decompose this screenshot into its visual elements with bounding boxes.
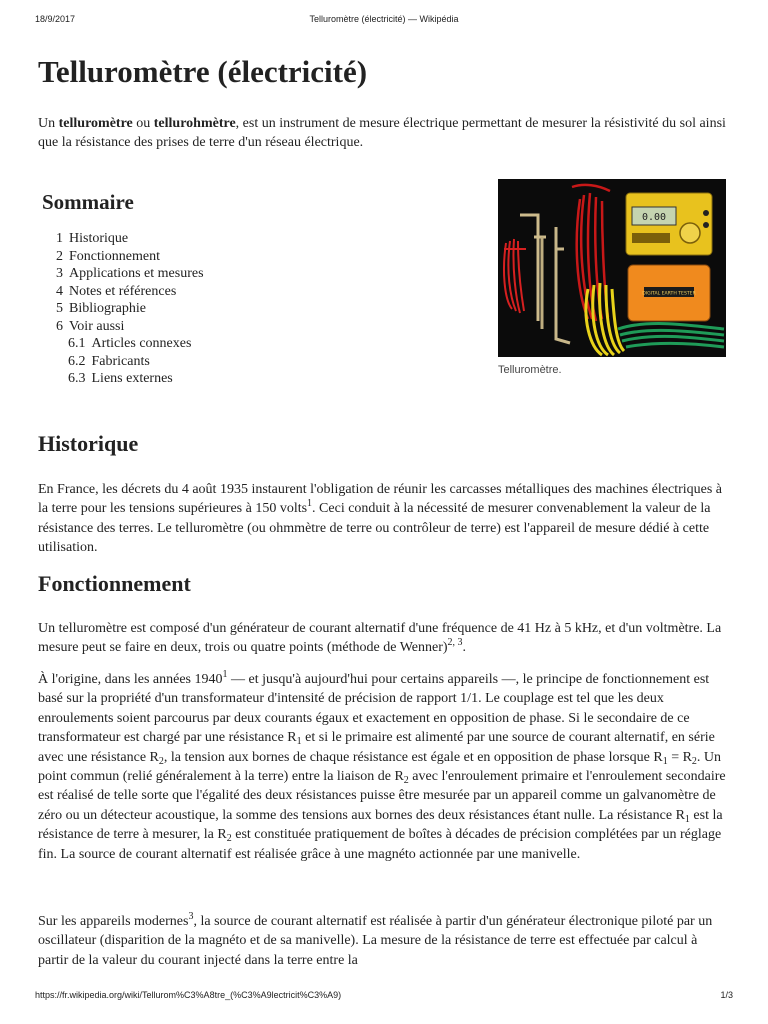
figure-caption: Telluromètre. (498, 364, 562, 376)
toc-label[interactable]: Fonctionnement (69, 248, 160, 264)
fonct-p1-text: Un telluromètre est composé d'un générateur de courant alternatif d'une fréquence de 41 Hz à 5 kHz, et d'un voltmètre. La mesure peut se faire en deux, trois ou quatre points (méthode de Wenner) (38, 621, 722, 656)
fonctionnement-paragraph-1 (38, 619, 728, 658)
toc-subitem[interactable] (56, 353, 272, 371)
historique-paragraph (38, 480, 728, 558)
toc-item[interactable] (56, 283, 272, 301)
article-content (38, 52, 728, 968)
print-title: Telluromètre (électricité) — Wikipédia (309, 14, 459, 24)
intro-text-1: Un (38, 116, 59, 131)
intro-term-telluro: telluromètre (58, 116, 133, 131)
toc-num: 6.3 (68, 371, 86, 386)
fonct-p3-text: Sur les appareils modernes (38, 914, 189, 929)
earth-tester-illustration (498, 179, 726, 357)
subscript: 1 (662, 755, 668, 767)
toc-subitem[interactable] (56, 335, 272, 353)
toc-item[interactable] (56, 318, 272, 336)
toc-num: 3 (56, 266, 63, 281)
fonctionnement-paragraph-2 (38, 670, 728, 864)
fonct-p2-text: , la tension aux bornes de chaque résistance est égale et en opposition de phase lorsque R (163, 749, 663, 765)
toc-num: 2 (56, 248, 63, 264)
fonct-p2-text: et si le primaire est alimenté par une source de courant alternatif, en série avec une résistance R (38, 730, 715, 765)
historique-text-2: . Ceci conduit à la nécessité de mesurer convenablement la valeur de la résistance des terres. Le telluromètre (ou ohmmètre de terre ou contrôleur de terre) est l'appareil de mesure dédié à cette utilisation. (38, 501, 711, 556)
subscript: 2 (226, 833, 232, 845)
print-footer (35, 990, 733, 1004)
toc-item[interactable] (56, 265, 272, 283)
toc-list (42, 230, 272, 388)
table-of-contents (42, 188, 272, 388)
subscript: 2 (403, 775, 409, 787)
footnote-ref[interactable]: 1 (307, 498, 313, 510)
toc-num: 5 (56, 301, 63, 316)
fonct-p2-text: = R (667, 749, 692, 765)
subscript: 2 (158, 755, 164, 767)
intro-paragraph (38, 114, 728, 153)
subscript: 1 (684, 813, 690, 825)
fonct-p2-text: avec l'enroulement primaire et l'enroulement secondaire est réalisé de telle sorte que l'égalité des deux résistances puisse être mesurée par un appareil comme un galvanomètre de zéro ou un détecteur acoustique, la somme des tensions aux bornes des deux résistances étant nulle. La résistance R (38, 769, 726, 823)
tester-label: DIGITAL EARTH TESTER (642, 291, 696, 297)
subscript: 1 (296, 736, 302, 748)
intro-text-3: , est un instrument de mesure électrique permettant de mesurer la résistivité du sol ainsi que la résistance des prises de terre d'un réseau électrique. (38, 116, 726, 151)
figure-thumbnail (498, 179, 726, 376)
fonct-p3-text: , la source de courant alternatif est réalisée à partir d'un générateur électronique piloté par un oscillateur (disparition de la magnéto et de sa manivelle). La mesure de la résistance de terre est effectuée par calcul à partir de la valeur du courant injecté dans la terre entre la (38, 914, 713, 968)
page-title: Telluromètre (électricité) (38, 54, 368, 89)
fonct-p2-text: — et jusqu'à aujourd'hui pour certains appareils —, le principe de fonctionnement est basé sur la propriété d'un transformateur d'intensité de précision de rapport 1/1. Le couplage est tel que les deux enroulements soient parcourus par deux courants égaux et exactement en opposition de phase. Si le secondaire de ce transformateur est chargé par une résistance R (38, 672, 710, 746)
footnote-ref[interactable]: 1 (222, 669, 228, 680)
toc-label[interactable]: Fabricants (91, 353, 150, 369)
footnote-ref[interactable]: 2, 3 (447, 637, 463, 649)
intro-text-2: ou (132, 116, 154, 131)
toc-label[interactable]: Notes et références (69, 283, 177, 299)
toc-label[interactable]: Bibliographie (69, 301, 146, 316)
fonct-p2-text: . Un point commun (relié généralement à la terre) entre la liaison de R (38, 749, 722, 785)
fonctionnement-paragraph-3 (38, 912, 728, 970)
subscript: 2 (691, 755, 697, 767)
toc-num: 4 (56, 283, 63, 299)
tester-display: 0.00 (641, 212, 667, 223)
toc-item[interactable] (56, 300, 272, 318)
toc-label[interactable]: Applications et mesures (69, 266, 204, 281)
section-heading-fonctionnement: Fonctionnement (38, 571, 191, 596)
toc-num: 6 (56, 318, 63, 334)
intro-term-tellurohm: tellurohmètre (153, 116, 236, 131)
print-url: https://fr.wikipedia.org/wiki/Tellurom%C3%A8tre_(%C3%A9lectricit%C3%A9) (35, 990, 342, 1000)
fonct-p2-text: est constituée pratiquement de boîtes à décades de précision complétées par un réglage fin. La source de courant alternatif est réalisée grâce à une magnéto actionnée par une manivelle. (38, 827, 722, 862)
section-heading-historique: Historique (38, 431, 139, 456)
toc-heading: Sommaire (42, 190, 134, 214)
toc-item[interactable] (56, 230, 272, 248)
fonct-p2-text: À l'origine, dans les années 1940 (38, 672, 223, 687)
toc-item[interactable] (56, 248, 272, 266)
toc-num: 1 (56, 231, 63, 246)
fonct-p2-text: est la résistance de terre à mesurer, la R (38, 807, 723, 843)
toc-label[interactable]: Historique (69, 231, 129, 246)
toc-num: 6.1 (68, 336, 86, 351)
page-number: 1/3 (720, 990, 733, 1000)
print-date: 18/9/2017 (35, 14, 76, 24)
toc-subitem[interactable] (56, 370, 272, 388)
fonct-p1-end: . (462, 640, 467, 656)
historique-text-1: En France, les décrets du 4 août 1935 instaurent l'obligation de réunir les carcasses métalliques des machines électriques à la terre pour les tensions supérieures à 150 volts (38, 482, 723, 517)
toc-label[interactable]: Articles connexes (91, 336, 192, 351)
footnote-ref[interactable]: 3 (188, 911, 194, 922)
toc-label[interactable]: Liens externes (91, 371, 173, 386)
print-header (35, 14, 733, 28)
toc-num: 6.2 (68, 353, 86, 369)
toc-label[interactable]: Voir aussi (69, 318, 125, 334)
earth-tester-photo[interactable] (498, 179, 726, 357)
